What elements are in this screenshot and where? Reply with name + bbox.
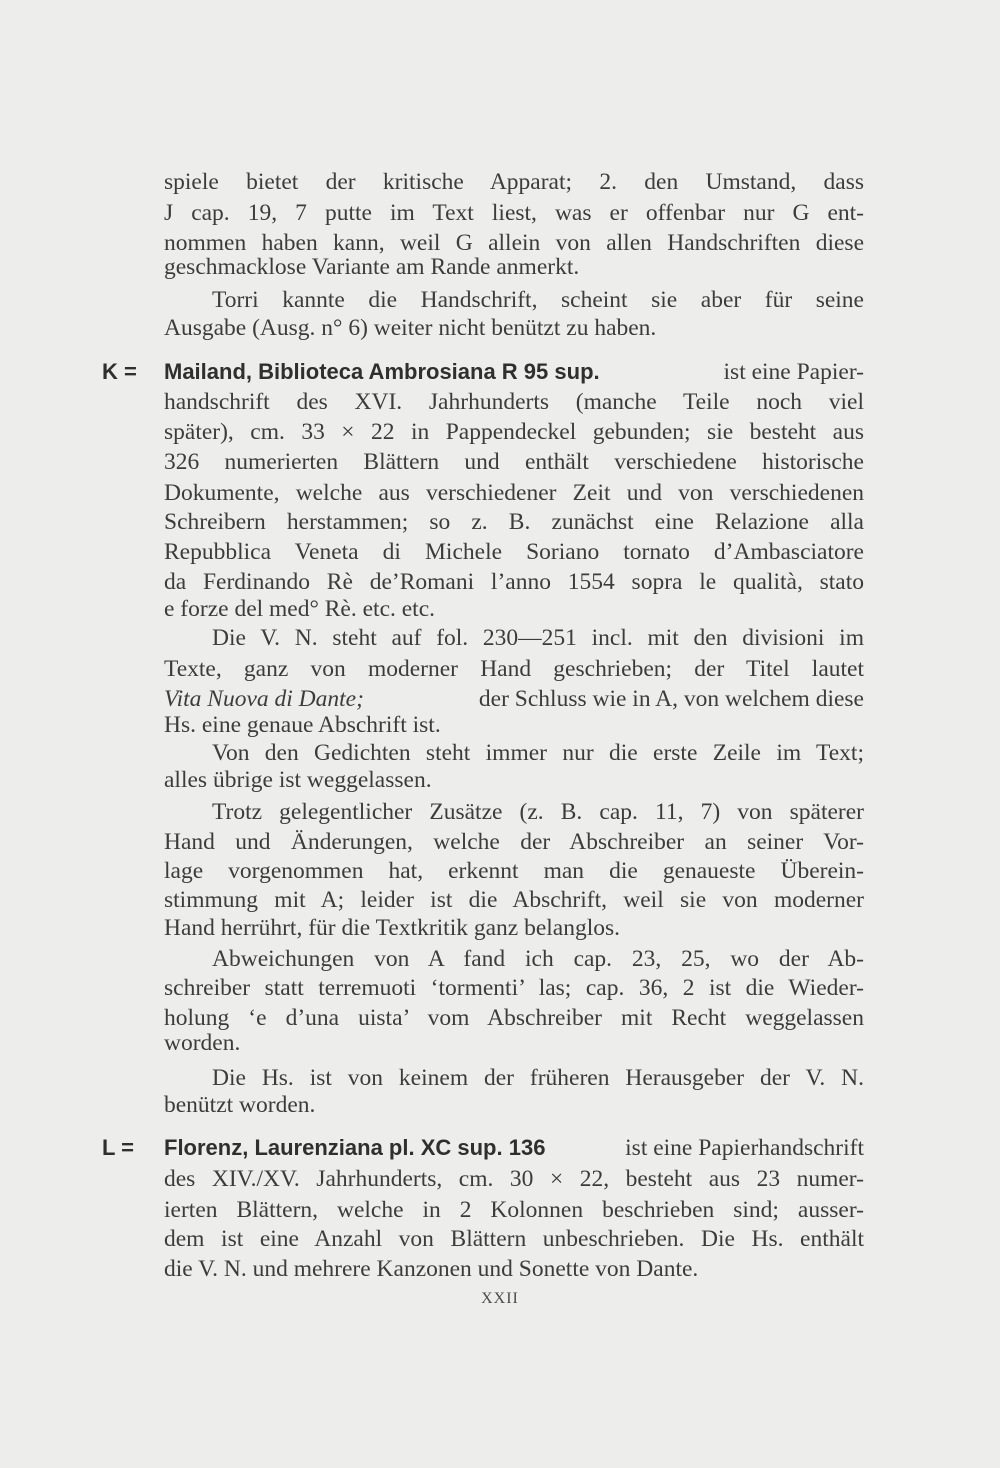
text-line: später), cm. 33 × 22 in Pappendeckel gebunden; sie besteht aus xyxy=(164,419,864,445)
text-line: Trotz gelegentlicher Zusätze (z. B. cap. 11, 7) von späterer xyxy=(212,799,864,825)
text-line: alles übrige ist weggelassen. xyxy=(164,767,432,793)
manuscript-entry-k xyxy=(102,357,864,387)
text-line: 326 numerierten Blättern und enthält verschiedene historische xyxy=(164,449,864,475)
text-line: J cap. 19, 7 putte im Text liest, was er offenbar nur G ent- xyxy=(164,200,864,226)
text-line: Schreibern herstammen; so z. B. zunächst eine Relazione alla xyxy=(164,509,864,535)
text-fragment: der Schluss wie in A, von welchem diese xyxy=(478,686,864,712)
text-line: holung ‘e d’una uista’ vom Abschreiber mit Recht weggelassen xyxy=(164,1005,864,1031)
text-line: dem ist eine Anzahl von Blättern unbeschrieben. Die Hs. enthält xyxy=(164,1226,864,1252)
text-line: spiele bietet der kritische Apparat; 2. den Umstand, dass xyxy=(164,169,864,195)
text-line: handschrift des XVI. Jahrhunderts (manche Teile noch viel xyxy=(164,389,864,415)
text-line: Abweichungen von A fand ich cap. 23, 25, wo der Ab- xyxy=(212,946,864,972)
text-line: da Ferdinando Rè de’Romani l’anno 1554 sopra le qualità, stato xyxy=(164,569,864,595)
text-line: geschmacklose Variante am Rande anmerkt. xyxy=(164,254,580,280)
text-line: Texte, ganz von moderner Hand geschrieben; der Titel lautet xyxy=(164,656,864,682)
text-fragment: ist eine Papierhandschrift xyxy=(625,1135,864,1161)
text-line: e forze del med° Rè. etc. etc. xyxy=(164,596,436,622)
text-line: Torri kannte die Handschrift, scheint sie aber für seine xyxy=(212,287,864,313)
text-line: die V. N. und mehrere Kanzonen und Sonette von Dante. xyxy=(164,1256,699,1282)
siglum-l: L = xyxy=(102,1135,135,1160)
siglum-k: K = xyxy=(102,359,137,384)
text-line: lage vorgenommen hat, erkennt man die genaueste Überein- xyxy=(164,858,864,884)
text-line: benützt worden. xyxy=(164,1092,316,1118)
text-line: Von den Gedichten steht immer nur die erste Zeile im Text; xyxy=(212,740,864,766)
text-line: worden. xyxy=(164,1030,241,1056)
title-italic: Vita Nuova di Dante; xyxy=(164,686,364,712)
manuscript-entry-l xyxy=(102,1133,864,1163)
text-line: stimmung mit A; leider ist die Abschrift, weil sie von moderner xyxy=(164,887,864,913)
text-line: Dokumente, welche aus verschiedener Zeit und von verschiedenen xyxy=(164,480,864,506)
manuscript-heading-k: Mailand, Biblioteca Ambrosiana R 95 sup. xyxy=(164,359,600,384)
text-line: schreiber statt terremuoti ‘tormenti’ las; cap. 36, 2 ist die Wieder- xyxy=(164,975,864,1001)
text-line: nommen haben kann, weil G allein von allen Handschriften diese xyxy=(164,230,864,256)
text-line: Hs. eine genaue Abschrift ist. xyxy=(164,712,441,738)
text-line: Die Hs. ist von keinem der früheren Herausgeber der V. N. xyxy=(212,1065,864,1091)
page-number: XXII xyxy=(481,1290,519,1307)
text-fragment: ist eine Papier- xyxy=(723,359,864,385)
text-line: Hand herrührt, für die Textkritik ganz belanglos. xyxy=(164,915,621,941)
text-line: ierten Blättern, welche in 2 Kolonnen beschrieben sind; ausser- xyxy=(164,1197,864,1223)
text-line: Hand und Änderungen, welche der Abschreiber an seiner Vor- xyxy=(164,829,864,855)
text-line: des XIV./XV. Jahrhunderts, cm. 30 × 22, besteht aus 23 numer- xyxy=(164,1166,864,1192)
text-line: Die V. N. steht auf fol. 230—251 incl. mit den divisioni im xyxy=(212,625,864,651)
text-line: Repubblica Veneta di Michele Soriano tornato d’Ambasciatore xyxy=(164,539,864,565)
text-line: Ausgabe (Ausg. n° 6) weiter nicht benützt zu haben. xyxy=(164,315,657,341)
manuscript-heading-l: Florenz, Laurenziana pl. XC sup. 136 xyxy=(164,1135,546,1160)
